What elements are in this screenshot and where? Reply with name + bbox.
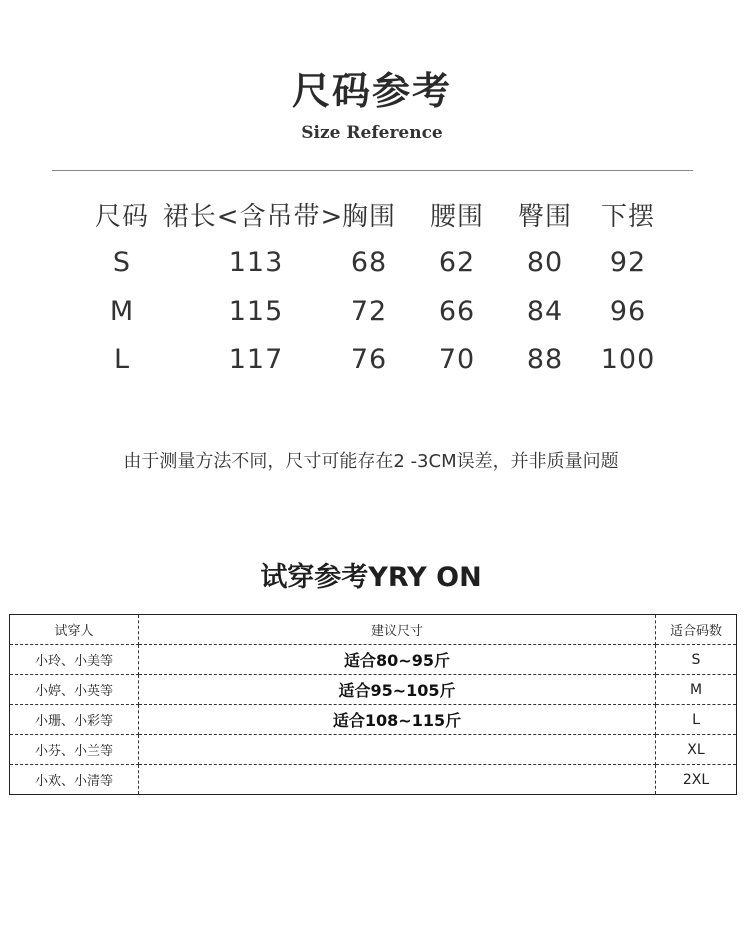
cell-size: M [109, 296, 135, 327]
header-length-label: 裙长 [162, 202, 217, 232]
cell-bust: 68 [350, 247, 388, 278]
cell-hip: 88 [526, 344, 564, 375]
header-fit-size: 适合码数 [656, 615, 737, 645]
size-table-header [0, 196, 750, 236]
header-length-note: <含吊带> [216, 202, 344, 232]
tryon-header-row [10, 615, 737, 645]
cell-waist: 62 [438, 247, 476, 278]
header-person: 试穿人 [10, 615, 139, 645]
cell-length: 117 [228, 344, 284, 375]
cell-waist: 66 [438, 296, 476, 327]
cell-hem: 96 [609, 296, 647, 327]
cell-size: S [112, 247, 132, 278]
cell-waist: 70 [438, 344, 476, 375]
measurement-note: 由于测量方法不同，尺寸可能存在2 -3CM误差，并非质量问题 [123, 451, 619, 472]
cell-size: L [113, 344, 131, 375]
cell-person: 小玲、小美等 [10, 645, 139, 675]
header-recommend: 建议尺寸 [139, 615, 656, 645]
tryon-table [9, 614, 737, 795]
cell-bust: 72 [350, 296, 388, 327]
size-row [0, 296, 750, 336]
header-hem: 下摆 [600, 202, 656, 232]
cell-recommend [139, 735, 656, 765]
cell-hem: 100 [600, 344, 656, 375]
header-length [163, 196, 344, 233]
cell-fit-size: XL [656, 735, 737, 765]
cell-bust: 76 [350, 344, 388, 375]
table-row [10, 645, 737, 675]
cell-recommend: 适合80~95斤 [139, 645, 656, 675]
cell-recommend: 适合108~115斤 [139, 705, 656, 735]
table-row [10, 735, 737, 765]
cell-recommend: 适合95~105斤 [139, 675, 656, 705]
cell-hem: 92 [609, 247, 647, 278]
cell-recommend [139, 765, 656, 795]
table-row [10, 705, 737, 735]
header-hip: 臀围 [517, 202, 573, 232]
cell-person: 小芬、小兰等 [10, 735, 139, 765]
table-row [10, 675, 737, 705]
cell-person: 小珊、小彩等 [10, 705, 139, 735]
page-title: 尺码参考 [291, 69, 452, 113]
cell-fit-size: L [656, 705, 737, 735]
cell-hip: 80 [526, 247, 564, 278]
header-waist: 腰围 [429, 202, 485, 232]
header-bust: 胸围 [341, 202, 397, 232]
table-row [10, 765, 737, 795]
tryon-title: 试穿参考YRY ON [260, 562, 482, 593]
size-row [0, 247, 750, 287]
cell-person: 小欢、小清等 [10, 765, 139, 795]
cell-person: 小婷、小英等 [10, 675, 139, 705]
cell-fit-size: M [656, 675, 737, 705]
divider [52, 170, 693, 171]
cell-fit-size: S [656, 645, 737, 675]
cell-fit-size: 2XL [682, 771, 710, 788]
cell-length: 115 [228, 296, 284, 327]
cell-hip: 84 [526, 296, 564, 327]
page-subtitle: Size Reference [301, 123, 443, 143]
size-row [0, 344, 750, 384]
cell-length: 113 [228, 247, 284, 278]
header-size: 尺码 [94, 202, 150, 232]
